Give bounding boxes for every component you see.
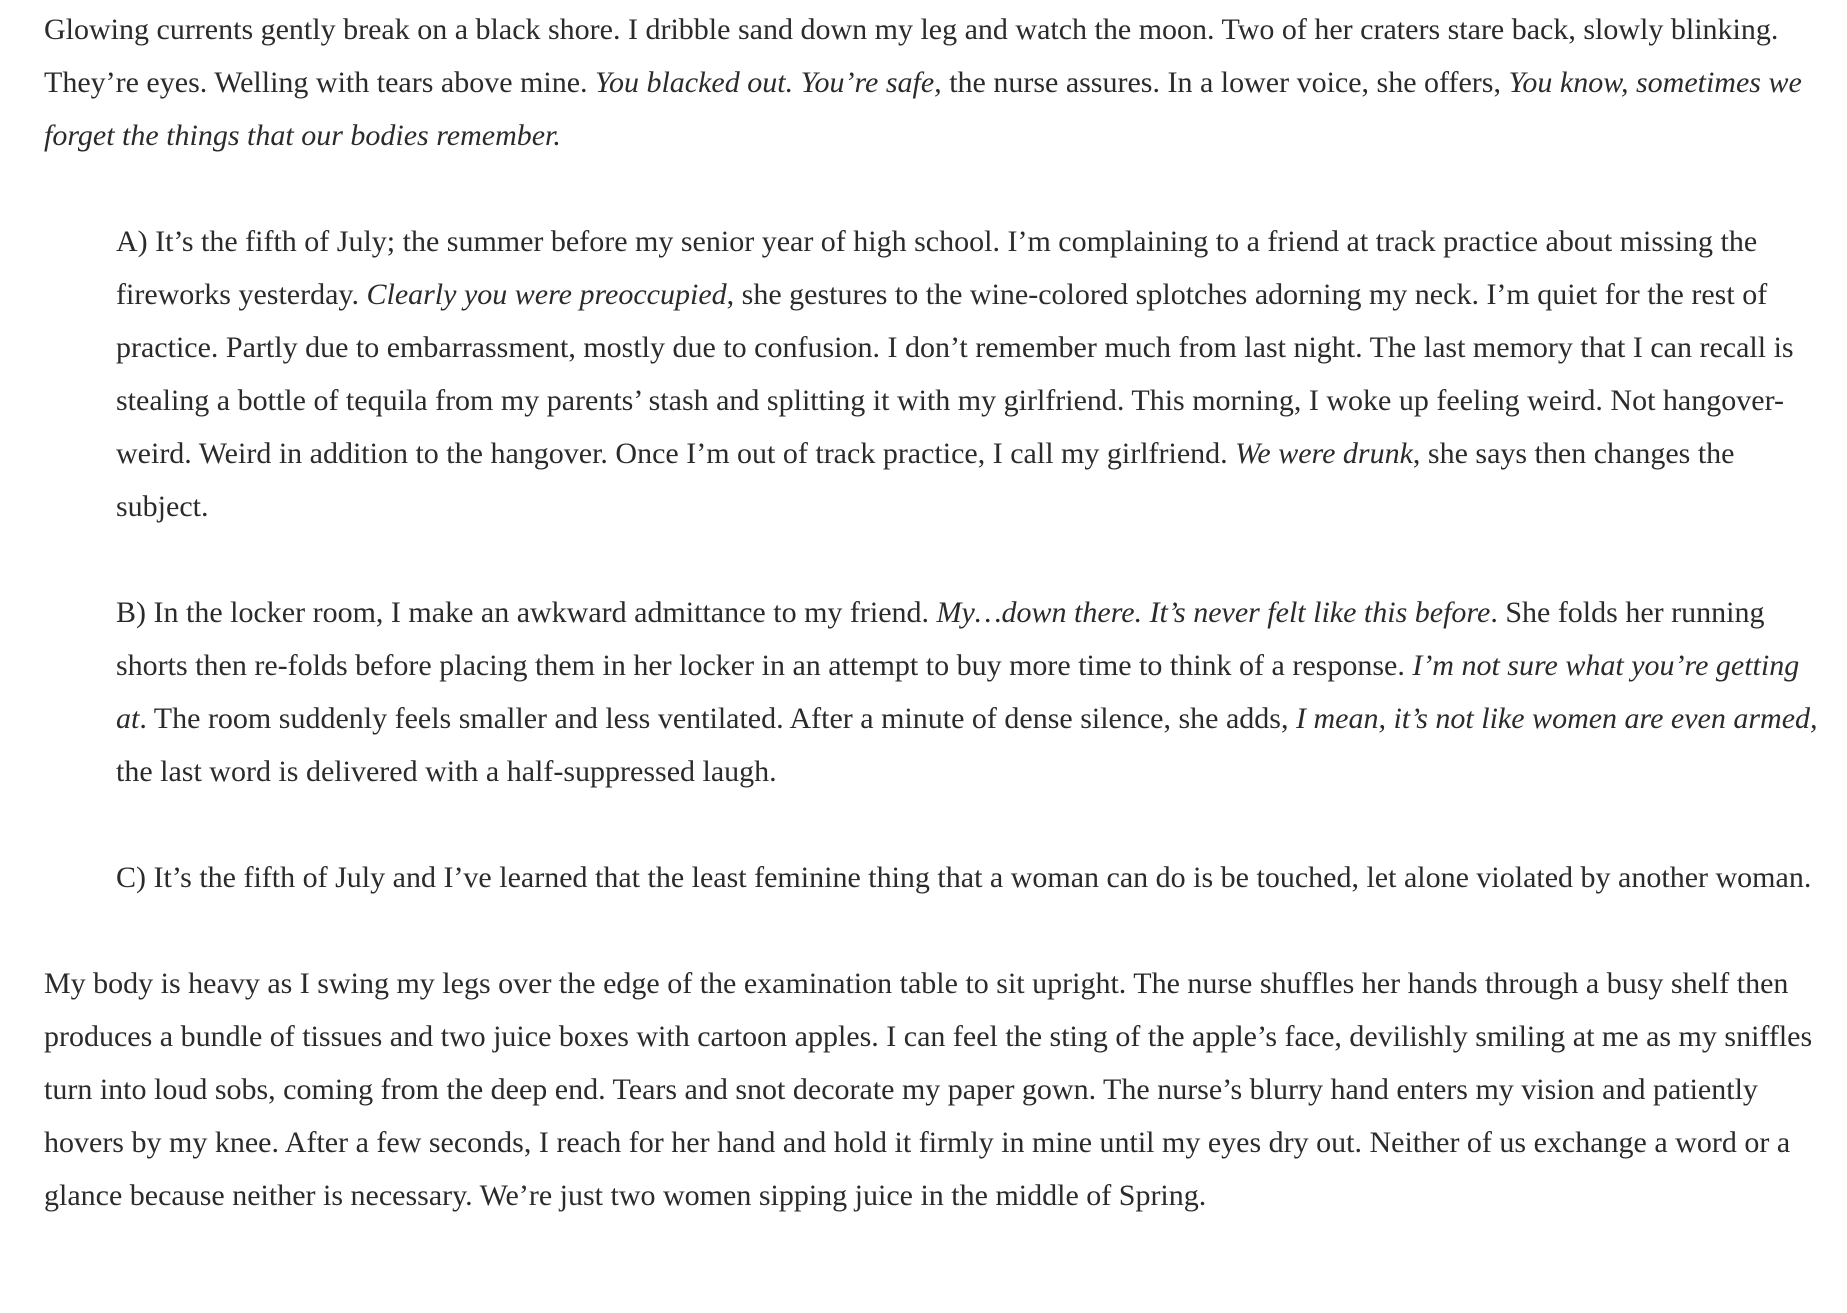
text-run: Glowing currents gently break on a black shore. I dribble sand down my leg and watch the moon. Two of her craters stare back, slowly blinking. They’re eyes. Welling with tears above mine. (44, 13, 1779, 99)
text-run: C) It’s the fifth of July and I’ve learned that the least feminine thing that a woman can do is be touched, let alone violated by another woman. (116, 861, 1812, 894)
paragraph-section-b (116, 586, 1824, 798)
paragraph-closing (44, 957, 1824, 1222)
text-run: , she gestures to the wine-colored splotches adorning my neck. I’m quiet for the rest of practice. Partly due to embarrassment, mostly due to confusion. I don’t remember much from last night. The last memory that I can recall is stealing a bottle of tequila from my parents’ stash and splitting it with my girlfriend. This morning, I woke up feeling weird. Not hangover-weird. Weird in addition to the hangover. Once I’m out of track practice, I call my girlfriend. (116, 278, 1794, 470)
text-run: . The room suddenly feels smaller and less ventilated. After a minute of dense silence, she adds, (139, 702, 1296, 735)
paragraph-spacer (44, 904, 1824, 957)
text-run: . She folds her running shorts then re-folds before placing them in her locker in an attempt to buy more time to think of a response. (116, 596, 1765, 682)
italic-text-run: We were drunk (1235, 437, 1413, 470)
paragraph-spacer (44, 162, 1824, 215)
text-run: A) It’s the fifth of July; the summer before my senior year of high school. I’m complaining to a friend at track practice about missing the fireworks yesterday. (116, 225, 1758, 311)
italic-text-run: You know, sometimes we forget the things that our bodies remember. (44, 66, 1802, 152)
italic-text-run: I mean, it’s not like women are even armed, (1295, 702, 1818, 735)
paragraph-spacer (44, 533, 1824, 586)
italic-text-run: Clearly you were preoccupied (366, 278, 727, 311)
paragraph-section-c (116, 851, 1824, 904)
text-run: the last word is delivered with a half-suppressed laugh. (116, 755, 777, 788)
text-run: , she says then changes the subject. (116, 437, 1735, 523)
italic-text-run: I’m not sure what you’re getting at (116, 649, 1800, 735)
text-run: B) In the locker room, I make an awkward admittance to my friend. (116, 596, 937, 629)
paragraph-intro (44, 3, 1824, 162)
italic-text-run: My…down there. It’s never felt like this before (936, 596, 1491, 629)
document-body (44, 0, 1824, 1222)
paragraph-spacer (44, 798, 1824, 851)
paragraph-section-a (116, 215, 1824, 533)
text-run: the nurse assures. In a lower voice, she offers, (941, 66, 1509, 99)
italic-text-run: You blacked out. You’re safe, (595, 66, 942, 99)
text-run: My body is heavy as I swing my legs over the edge of the examination table to sit upright. The nurse shuffles her hands through a busy shelf then produces a bundle of tissues and two juice boxes with cartoon apples. I can feel the sting of the apple’s face, devilishly smiling at me as my sniffles turn into loud sobs, coming from the deep end. Tears and snot decorate my paper gown. The nurse’s blurry hand enters my vision and patiently hovers by my knee. After a few seconds, I reach for her hand and hold it firmly in mine until my eyes dry out. Neither of us exchange a word or a glance because neither is necessary. We’re just two women sipping juice in the middle of Spring. (44, 967, 1813, 1212)
